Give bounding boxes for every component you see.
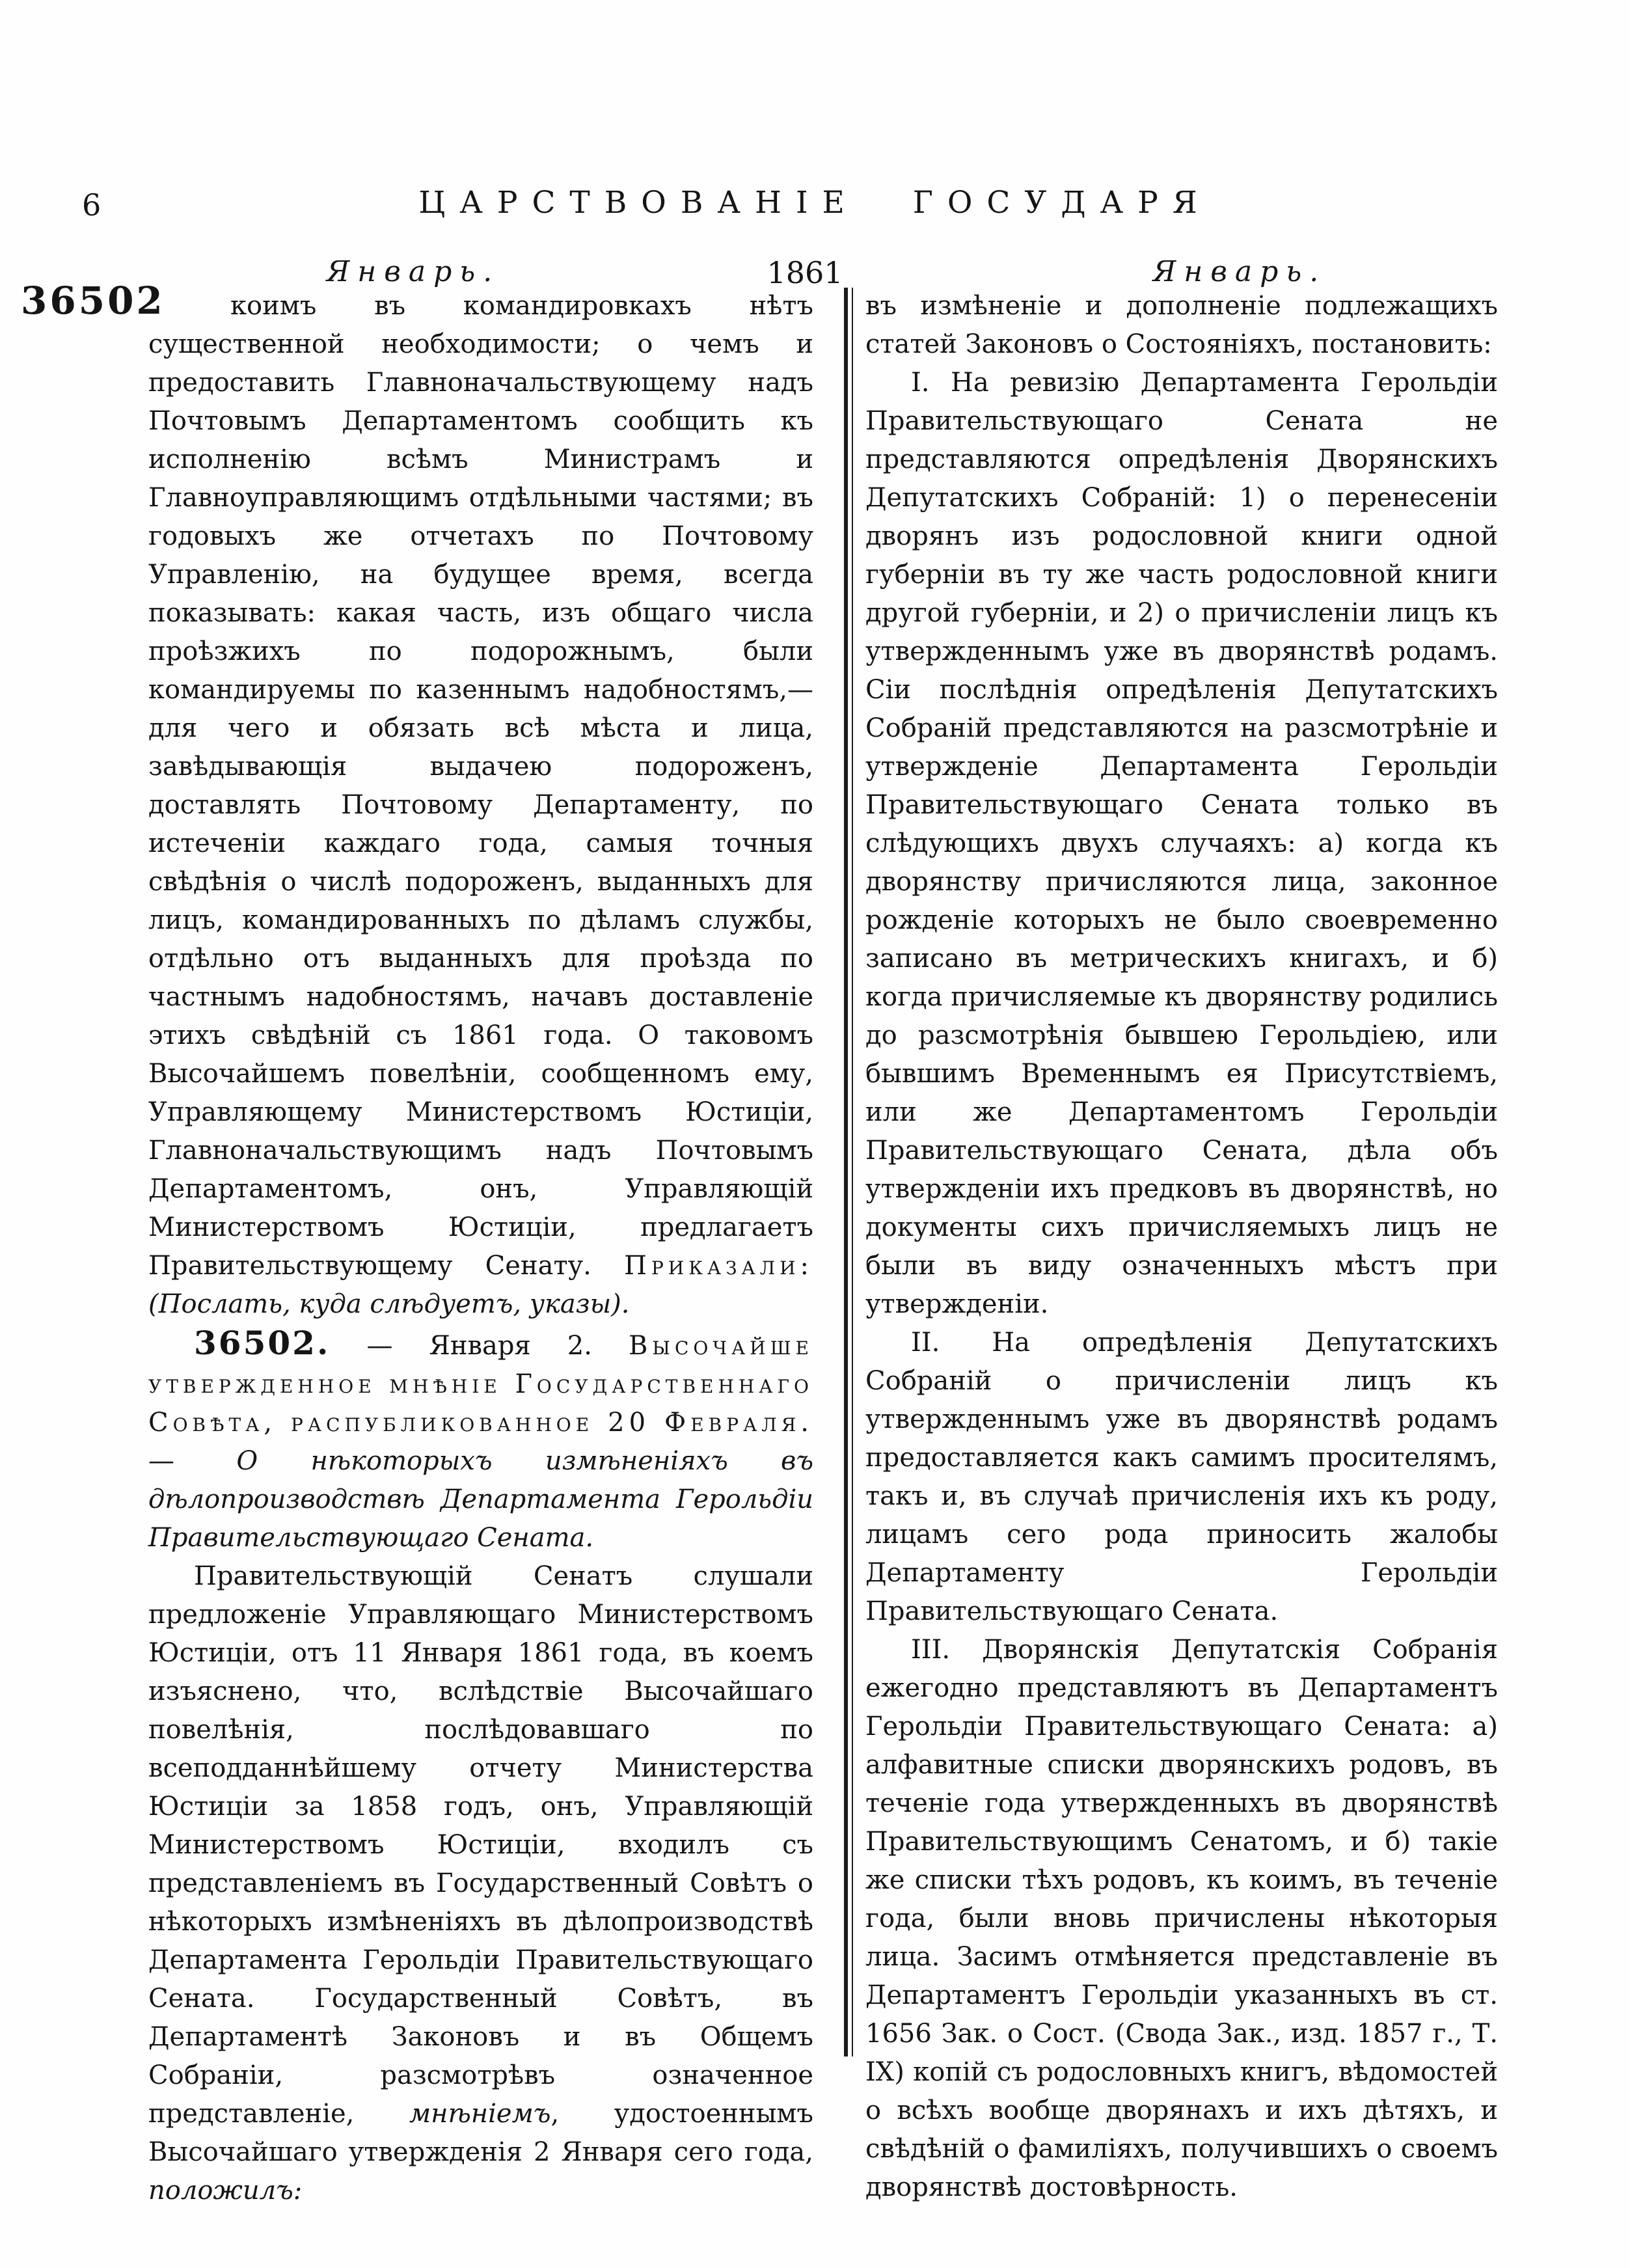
entry-type-smallcaps-run: Высочайше утвержденное мнѣніе Государственнаго Совѣта, распубликованное 20 Февраля.—: [148, 1331, 813, 1476]
right-column: [865, 287, 1498, 2207]
page-number: 6: [82, 187, 102, 223]
decision-italic-run: (Послать, куда слѣдуетъ, указы).: [148, 1289, 630, 1319]
entry-separator: —: [330, 1331, 429, 1361]
header-month-left: Январь.: [326, 255, 500, 288]
header-month-right: Январь.: [1152, 255, 1327, 288]
left-column: [148, 287, 813, 2210]
mnieniem-italic-run: мнѣніемъ: [409, 2099, 551, 2129]
paragraph-text: коимъ въ командировкахъ нѣтъ существенной необходимости; о чемъ и предоставить Главноначальствующему надъ Почтовымъ Департаментомъ сообщить къ исполненію всѣмъ Министрамъ и Главноуправляющимъ отдѣльными частями; въ годовыхъ же отчетахъ по Почтовому Управленію, на будущее время, всегда показывать: какая часть, изъ общаго числа проѣзжихъ по подорожнымъ, были командируемы по казеннымъ надобностямъ,—для чего и обязать всѣ мѣста и лица, завѣдывающія выдачею подороженъ, доставлять Почтовому Департаменту, по истеченіи каждаго года, самыя точныя свѣдѣнія о числѣ подороженъ, выданныхъ для лицъ, командированныхъ по дѣламъ службы, отдѣльно отъ выданныхъ для проѣзда по частнымъ надобностямъ, начавъ доставленіе этихъ свѣдѣній съ 1861 года. О таковомъ Высочайшемъ повелѣніи, сообщенномъ ему, Управляющему Министерствомъ Юстиціи, Главноначальствующимъ надъ Почтовымъ Департаментомъ, онъ, Управляющій Министерствомъ Юстиціи, предлагаетъ Правительствующему Сенату.: [148, 291, 813, 1281]
body-paragraph: [148, 1557, 813, 2210]
continuation-paragraph: въ измѣненіе и дополненіе подлежащихъ статей Законовъ о Состояніяхъ, постановить:: [865, 291, 1498, 359]
entry-heading-paragraph: [148, 1324, 813, 1557]
prikazali-smallcaps-run: Приказали:: [624, 1251, 813, 1281]
running-title: ЦАРСТВОВАНІЕ ГОСУДАРЯ: [418, 185, 1212, 221]
header-year: 1861: [767, 255, 843, 290]
polozhil-italic-run: положилъ:: [148, 2176, 303, 2206]
column-divider-rule: [844, 288, 853, 2056]
section-1-paragraph: I. На ревизію Департамента Герольдіи Правительствующаго Сената не представляются опредѣленія Дворянскихъ Депутатскихъ Собраній: 1) о перенесеніи дворянъ изъ родословной книги одной губерніи въ ту же часть родословной книги другой губерніи, и 2) о причисленіи лицъ къ утвержденнымъ уже въ дворянствѣ родамъ. Сіи послѣднія опредѣленія Депутатскихъ Собраній представляются на разсмотрѣніе и утвержденіе Департамента Герольдіи Правительствующаго Сената только въ слѣдующихъ двухъ случаяхъ: а) когда къ дворянству причисляются лица, законное рожденіе которыхъ не было своевременно записано въ метрическихъ книгахъ, и б) когда причисляемые къ дворянству родились до разсмотрѣнія бывшею Герольдіею, или бывшимъ Временнымъ ея Присутствіемъ, или же Департаментомъ Герольдіи Правительствующаго Сената, дѣла объ утвержденіи ихъ предковъ въ дворянствѣ, но документы сихъ причисляемыхъ лицъ не были въ виду означенныхъ мѣстъ при утвержденіи.: [865, 368, 1498, 1319]
continuation-paragraph: [148, 287, 813, 1324]
section-3-paragraph: III. Дворянскія Депутатскія Собранія ежегодно представляютъ въ Департаментъ Герольдіи Правительствующаго Сената: а) алфавитные списки дворянскихъ родовъ, въ теченіе года утвержденныхъ въ дворянствѣ Правительствующимъ Сенатомъ, и б) такіе же списки тѣхъ родовъ, къ коимъ, въ теченіе года, были вновь причислены нѣкоторыя лица. Засимъ отмѣняется представленіе въ Департаментъ Герольдіи указанныхъ въ ст. 1656 Зак. о Сост. (Свода Зак., изд. 1857 г., Т. IX) копій съ родословныхъ книгъ, вѣдомостей о всѣхъ вообще дворянахъ и ихъ дѣтяхъ, и свѣдѣній о фамиліяхъ, получившихъ о своемъ дворянствѣ достовѣрность.: [865, 1635, 1498, 2202]
margin-entry-number: 36502: [21, 279, 165, 323]
section-2-paragraph: II. На опредѣленія Депутатскихъ Собраній о причисленіи лицъ къ утвержденнымъ уже въ дворянствѣ родамъ предоставляется какъ самимъ просителямъ, такъ и, въ случаѣ причисленія ихъ къ роду, лицамъ сего рода приносить жалобы Департаменту Герольдіи Правительствующаго Сената.: [865, 1328, 1498, 1626]
paragraph-text: , удостоеннымъ Высочайшаго утвержденія 2 Января сего года,: [148, 2099, 813, 2167]
entry-date: Января 2.: [429, 1331, 629, 1361]
entry-number: 36502.: [194, 1324, 331, 1362]
entry-subject-italic-run: О нѣкоторыхъ измѣненіяхъ въ дѣлопроизводствѣ Департамента Герольдіи Правительствующаго Сената.: [148, 1446, 813, 1553]
paragraph-text: Правительствующій Сенатъ слушали предложеніе Управляющаго Министерствомъ Юстиціи, отъ 11 Января 1861 года, въ коемъ изъяснено, что, вслѣдствіе Высочайшаго повелѣнія, послѣдовавшаго по всеподданнѣйшему отчету Министерства Юстиціи за 1858 годъ, онъ, Управляющій Министерствомъ Юстиціи, входилъ съ представленіемъ въ Государственный Совѣтъ о нѣкоторыхъ измѣненіяхъ въ дѣлопроизводствѣ Департамента Герольдіи Правительствующаго Сената. Государственный Совѣтъ, въ Департаментѣ Законовъ и въ Общемъ Собраніи, разсмотрѣвъ означенное представленіе,: [148, 1561, 813, 2129]
